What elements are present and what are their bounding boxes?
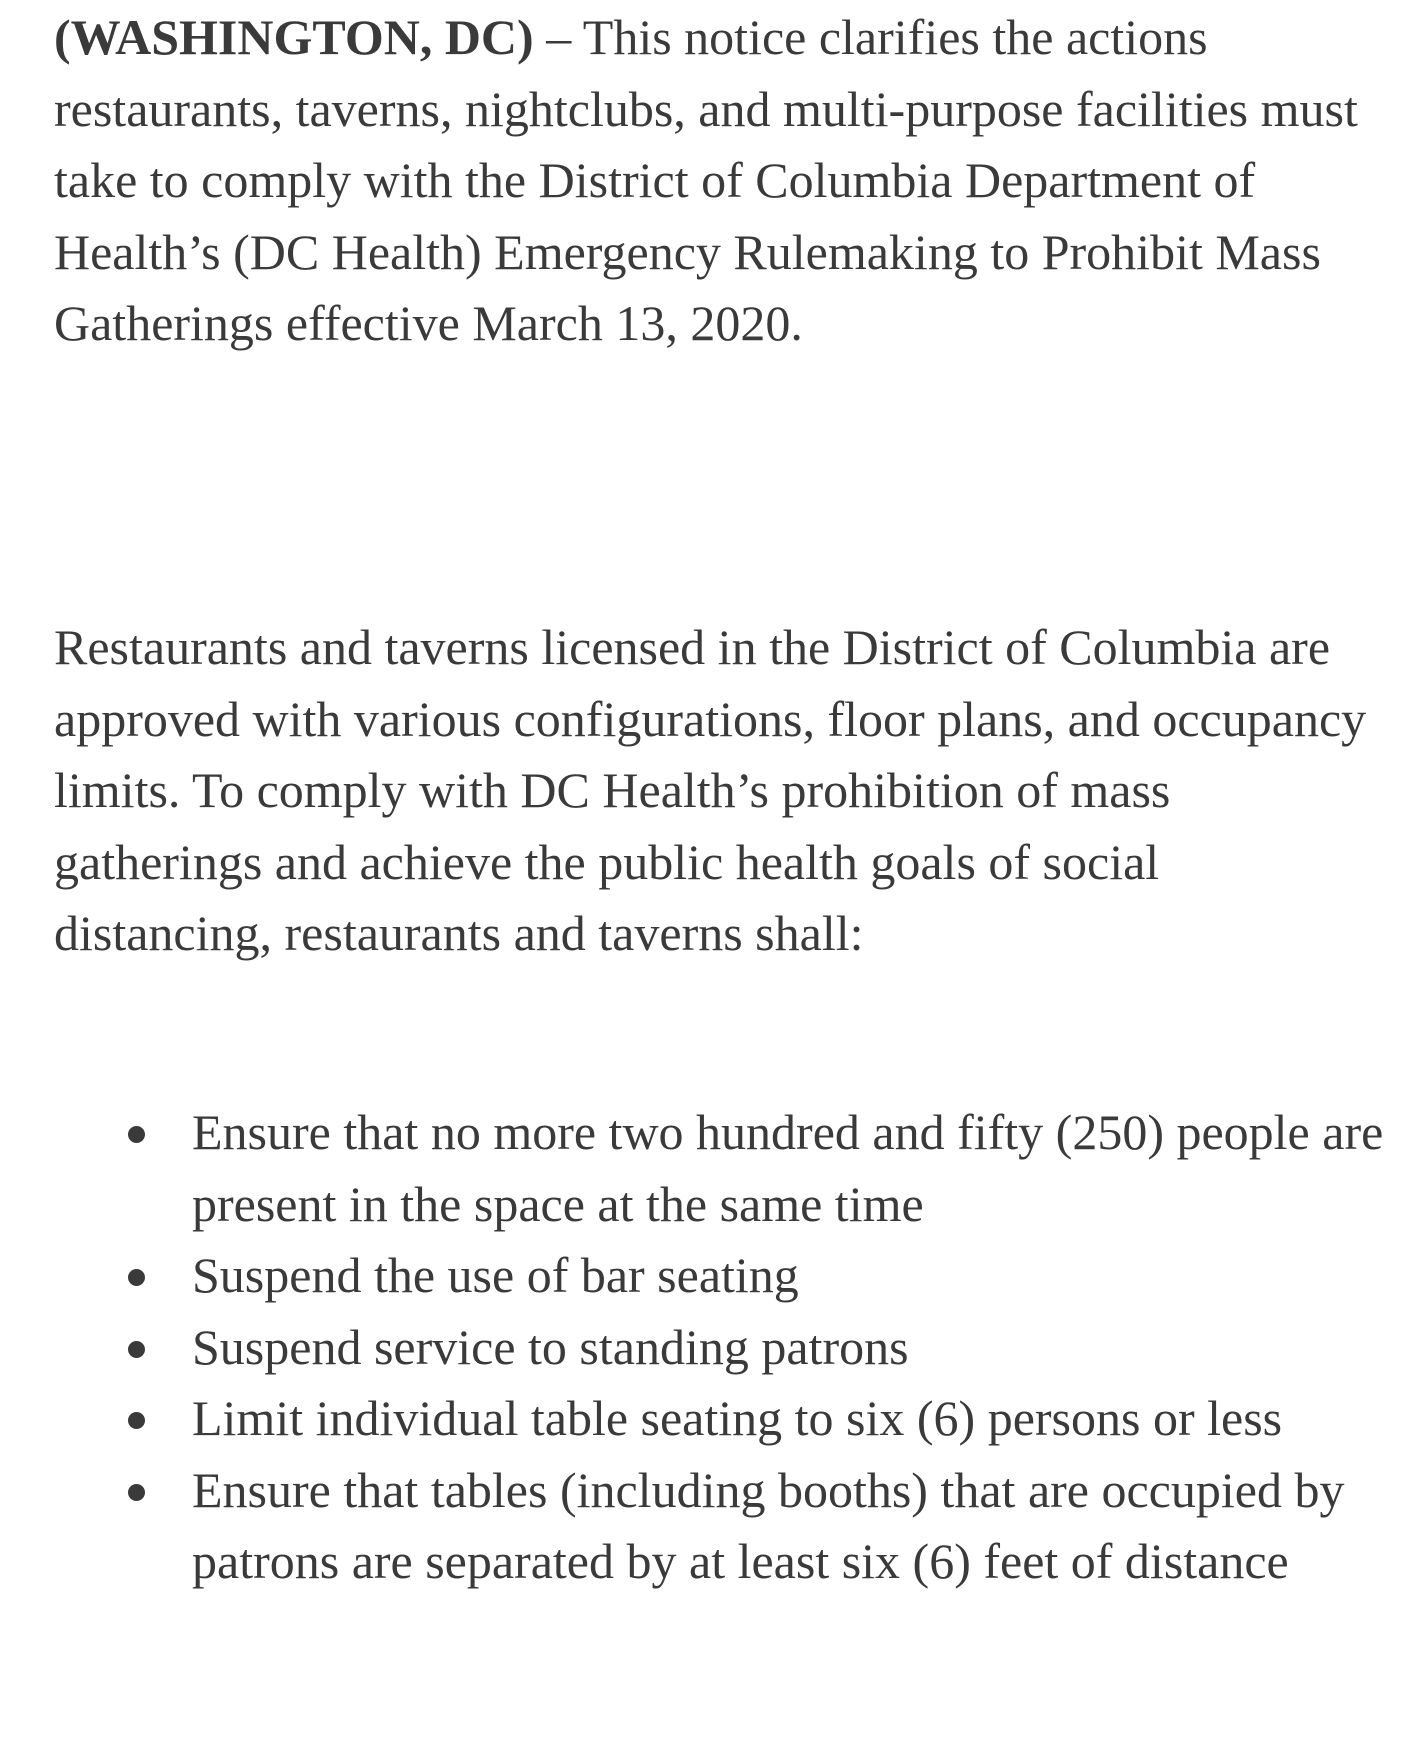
list-item-text: Suspend the use of bar seating xyxy=(192,1247,799,1303)
list-item xyxy=(0,1097,1406,1240)
list-item xyxy=(0,1240,1406,1312)
list-item xyxy=(0,1455,1406,1598)
dateline: (WASHINGTON, DC) xyxy=(54,9,534,65)
requirements-list xyxy=(0,1097,1406,1598)
bullet-icon xyxy=(128,1341,145,1358)
list-item xyxy=(0,1383,1406,1455)
intro-paragraph xyxy=(54,2,1374,360)
bullet-icon xyxy=(128,1126,145,1143)
bullet-icon xyxy=(128,1412,145,1429)
requirements-paragraph: Restaurants and taverns licensed in the District of Columbia are approved with various configurations, floor plans, and occupancy limits. To comply with DC Health’s prohibition of mass gatherings and achieve the public health goals of social distancing, restaurants and taverns shall: xyxy=(54,619,1367,961)
list-item-text: Ensure that tables (including booths) that are occupied by patrons are separated by at least six (6) feet of distance xyxy=(192,1461,1345,1589)
bullet-icon xyxy=(128,1484,145,1501)
bullet-icon xyxy=(128,1269,145,1286)
list-item-text: Limit individual table seating to six (6) persons or less xyxy=(192,1390,1283,1446)
list-item-text: Suspend service to standing patrons xyxy=(192,1318,909,1375)
list-item-text: Ensure that no more two hundred and fifty (250) people are present in the space at the same time xyxy=(192,1104,1384,1232)
list-item xyxy=(0,1312,1406,1384)
intro-text: – This notice clarifies the actions restaurants, taverns, nightclubs, and multi-purpose facilities must take to comply with the District of Columbia Department of Health’s (DC Health) Emergency Rulemaking to Prohibit Mass Gatherings effective March 13, 2020. xyxy=(54,9,1358,351)
